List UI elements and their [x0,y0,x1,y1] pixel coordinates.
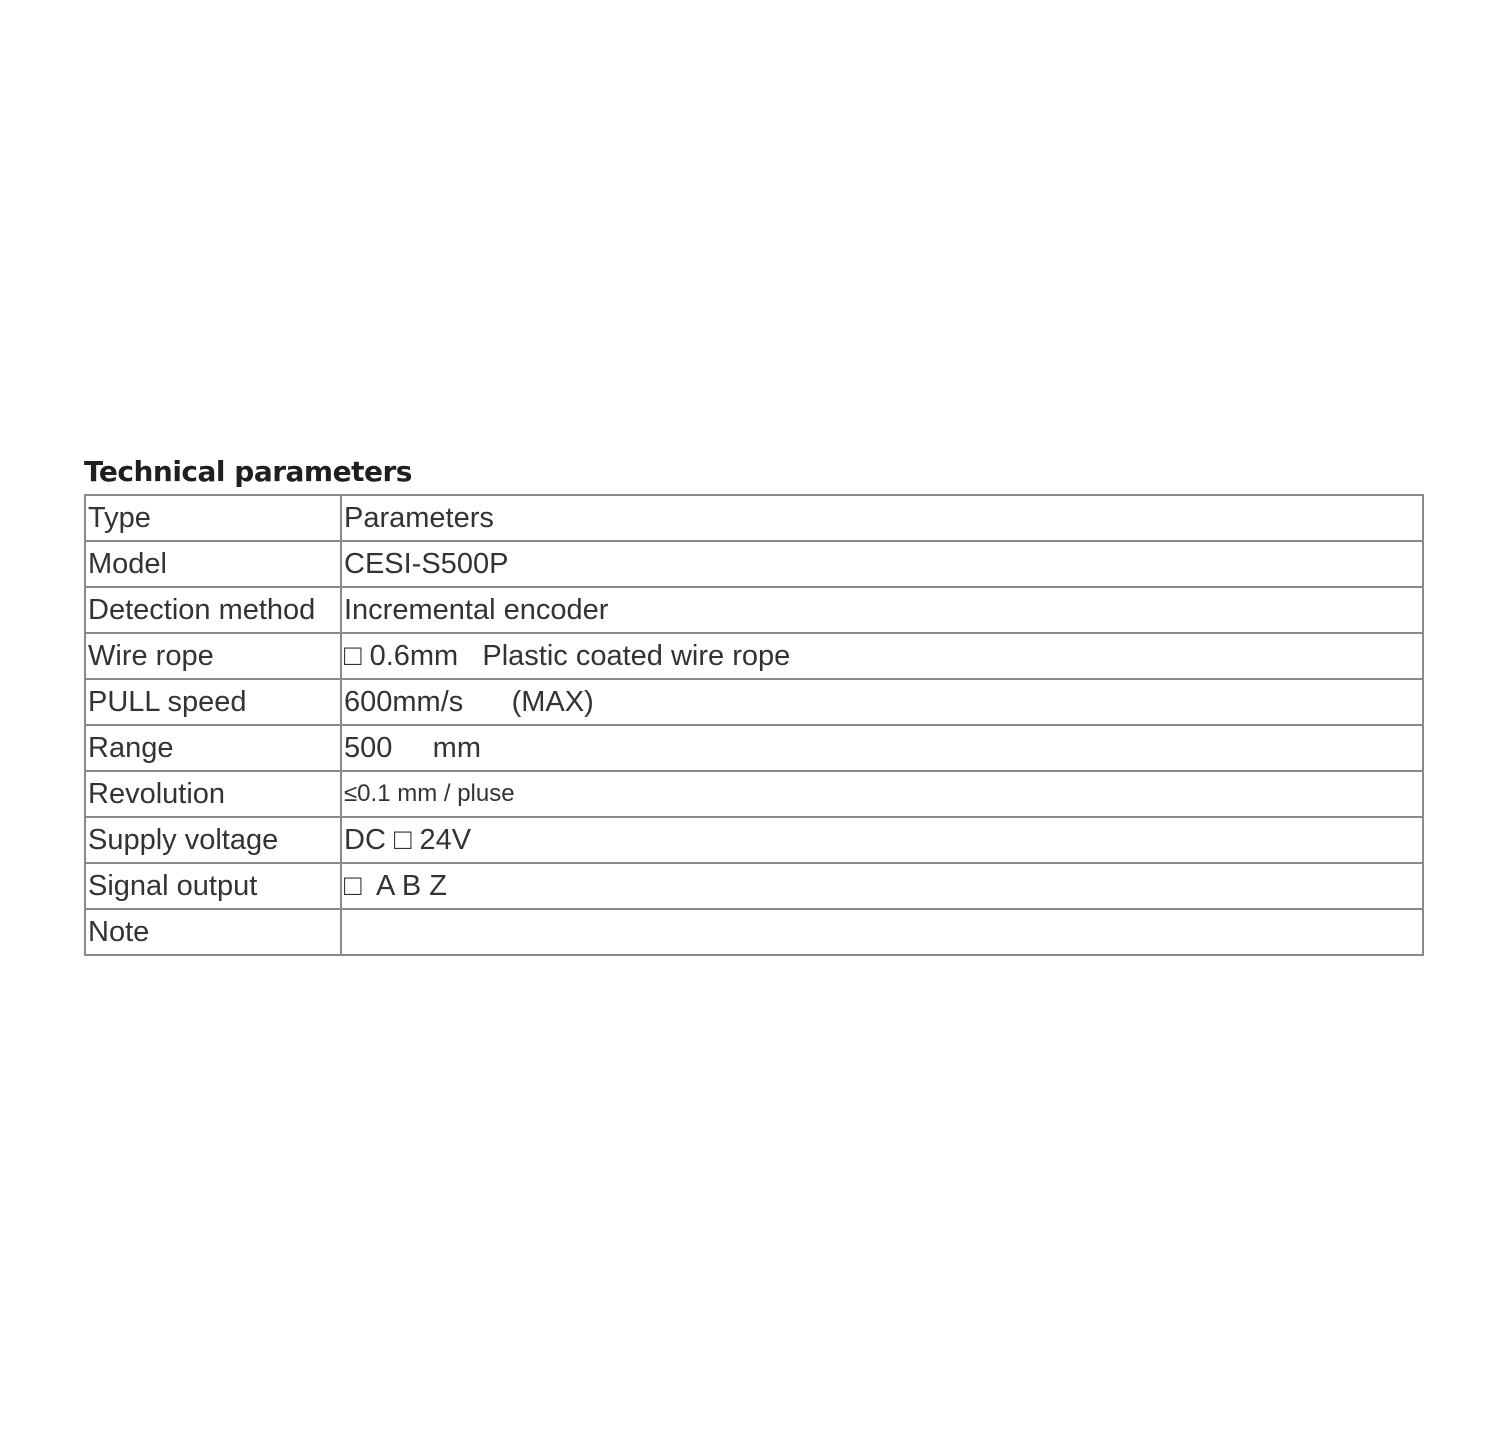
table-row [85,587,1423,633]
table-row [85,863,1423,909]
row-label: Signal output [85,863,341,909]
table-row [85,725,1423,771]
row-label: Type [85,495,341,541]
row-value [341,909,1423,955]
row-label: Note [85,909,341,955]
row-value: CESI-S500P [341,541,1423,587]
row-value: Parameters [341,495,1423,541]
table-row [85,679,1423,725]
table-row [85,633,1423,679]
row-label: PULL speed [85,679,341,725]
row-label: Wire rope [85,633,341,679]
row-label: Range [85,725,341,771]
parameters-table [84,494,1424,956]
row-value: 600mm/s (MAX) [341,679,1423,725]
row-value: □ A B Z [341,863,1423,909]
row-value: Incremental encoder [341,587,1423,633]
row-label: Supply voltage [85,817,341,863]
table-row [85,909,1423,955]
technical-parameters-section [84,452,1424,956]
table-row [85,817,1423,863]
row-value: DC □ 24V [341,817,1423,863]
section-title: Technical parameters [84,455,412,488]
table-row [85,541,1423,587]
row-value: ≤0.1 mm / pluse [341,771,1423,817]
row-label: Revolution [85,771,341,817]
row-label: Detection method [85,587,341,633]
row-value: 500 mm [341,725,1423,771]
table-row [85,495,1423,541]
row-label: Model [85,541,341,587]
row-value: □ 0.6mm Plastic coated wire rope [341,633,1423,679]
table-row [85,771,1423,817]
